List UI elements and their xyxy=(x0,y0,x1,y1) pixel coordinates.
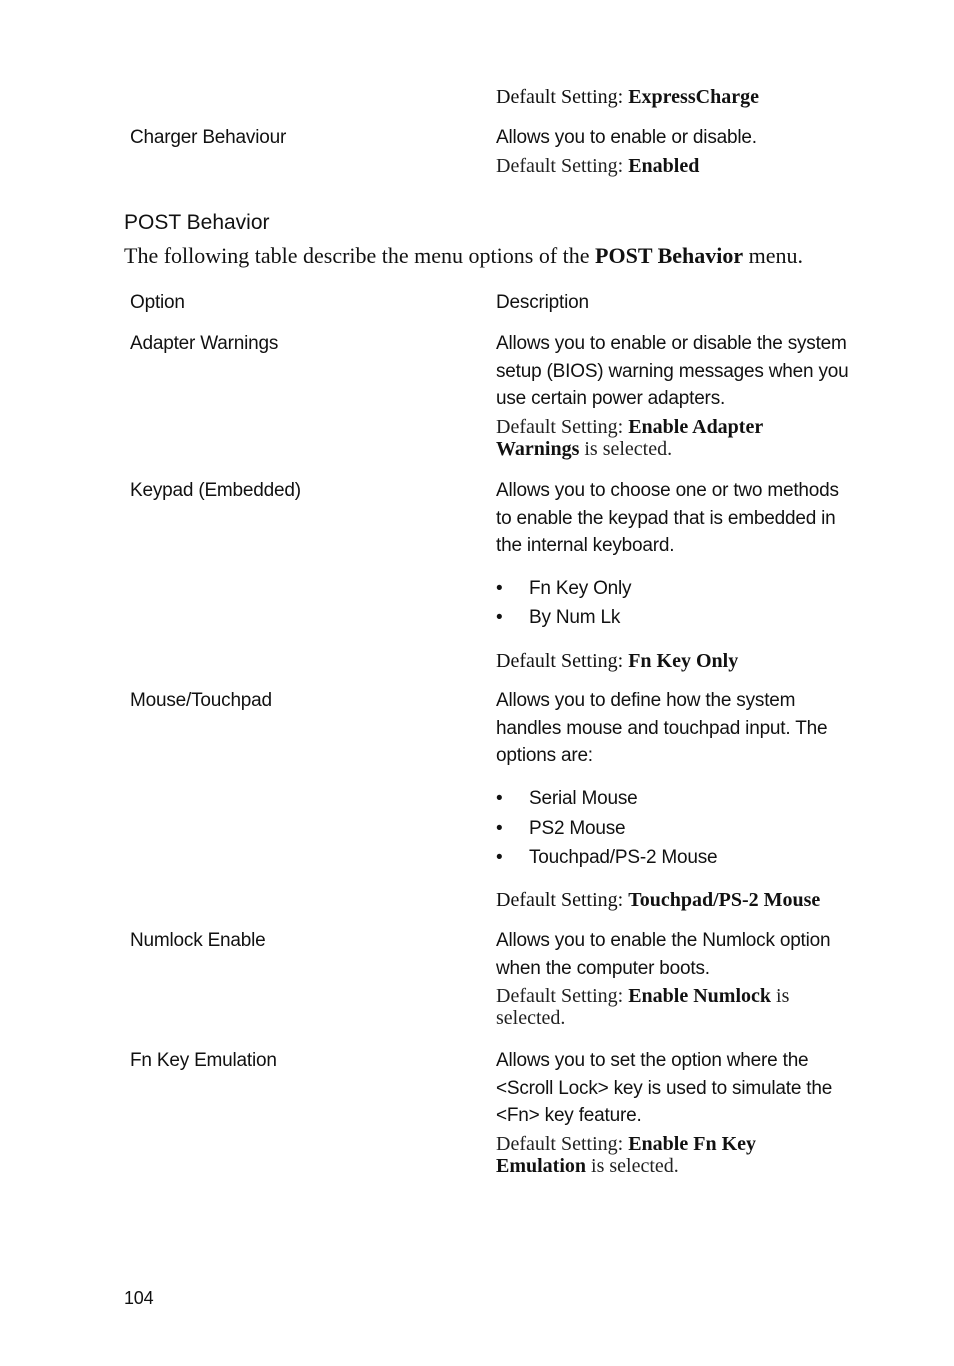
description-charger-behaviour: Allows you to enable or disable. Default Setting: Enabled xyxy=(496,124,856,177)
default-setting-keypad: Default Setting: Fn Key Only xyxy=(496,650,739,672)
bullet-icon: • xyxy=(496,607,503,628)
option-label-adapter-warnings: Adapter Warnings xyxy=(130,333,279,354)
option-label-charger-behaviour: Charger Behaviour xyxy=(130,127,287,148)
description-adapter-warnings: Allows you to enable or disable the system setup (BIOS) warning messages when you use certain power adapters. Default Setting: Enable Adapter Warnings is selected. xyxy=(496,330,856,460)
section-intro: The following table describe the menu options of the POST Behavior menu. xyxy=(124,243,804,268)
default-setting-numlock: Default Setting: Enable Numlock is selected. xyxy=(496,985,790,1029)
prev-default-setting: Default Setting: ExpressCharge xyxy=(496,86,759,108)
bullet-icon: • xyxy=(496,818,503,839)
description-fn-key-emulation: Allows you to set the option where the <Scroll Lock> key is used to simulate the <Fn> key feature. Default Setting: Enable Fn Key Emulation is selected. xyxy=(496,1047,856,1177)
mouse-options-list: • Serial Mouse • PS2 Mouse • Touchpad/PS-2 Mouse xyxy=(496,788,718,868)
default-setting-mouse: Default Setting: Touchpad/PS-2 Mouse xyxy=(496,889,821,911)
bullet-icon: • xyxy=(496,788,503,809)
keypad-options-list: • Fn Key Only • By Num Lk xyxy=(496,578,632,628)
option-label-mouse-touchpad: Mouse/Touchpad xyxy=(130,690,272,711)
bullet-icon: • xyxy=(496,578,503,599)
default-setting-fn-key-emulation: Default Setting: Enable Fn Key Emulation is selected. xyxy=(496,1132,756,1177)
description-mouse-touchpad: Allows you to define how the system handles mouse and touchpad input. The options are: xyxy=(496,690,828,766)
default-setting-adapter-warnings: Default Setting: Enable Adapter Warnings is selected. xyxy=(496,415,764,460)
column-header-option: Option xyxy=(130,292,185,313)
description-numlock-enable: Allows you to enable the Numlock option when the computer boots. Default Setting: Enable Numlock is selected. xyxy=(496,927,856,1029)
default-setting-charger: Default Setting: Enabled xyxy=(496,154,700,177)
page-number: 104 xyxy=(124,1288,154,1308)
option-label-keypad-embedded: Keypad (Embedded) xyxy=(130,480,301,501)
option-label-fn-key-emulation: Fn Key Emulation xyxy=(130,1050,277,1071)
column-header-description: Description xyxy=(496,292,589,313)
option-label-numlock-enable: Numlock Enable xyxy=(130,930,266,951)
section-heading: POST Behavior xyxy=(124,211,270,234)
description-keypad-embedded: Allows you to choose one or two methods to enable the keypad that is embedded in the internal keyboard. xyxy=(496,480,839,556)
bullet-icon: • xyxy=(496,847,503,868)
